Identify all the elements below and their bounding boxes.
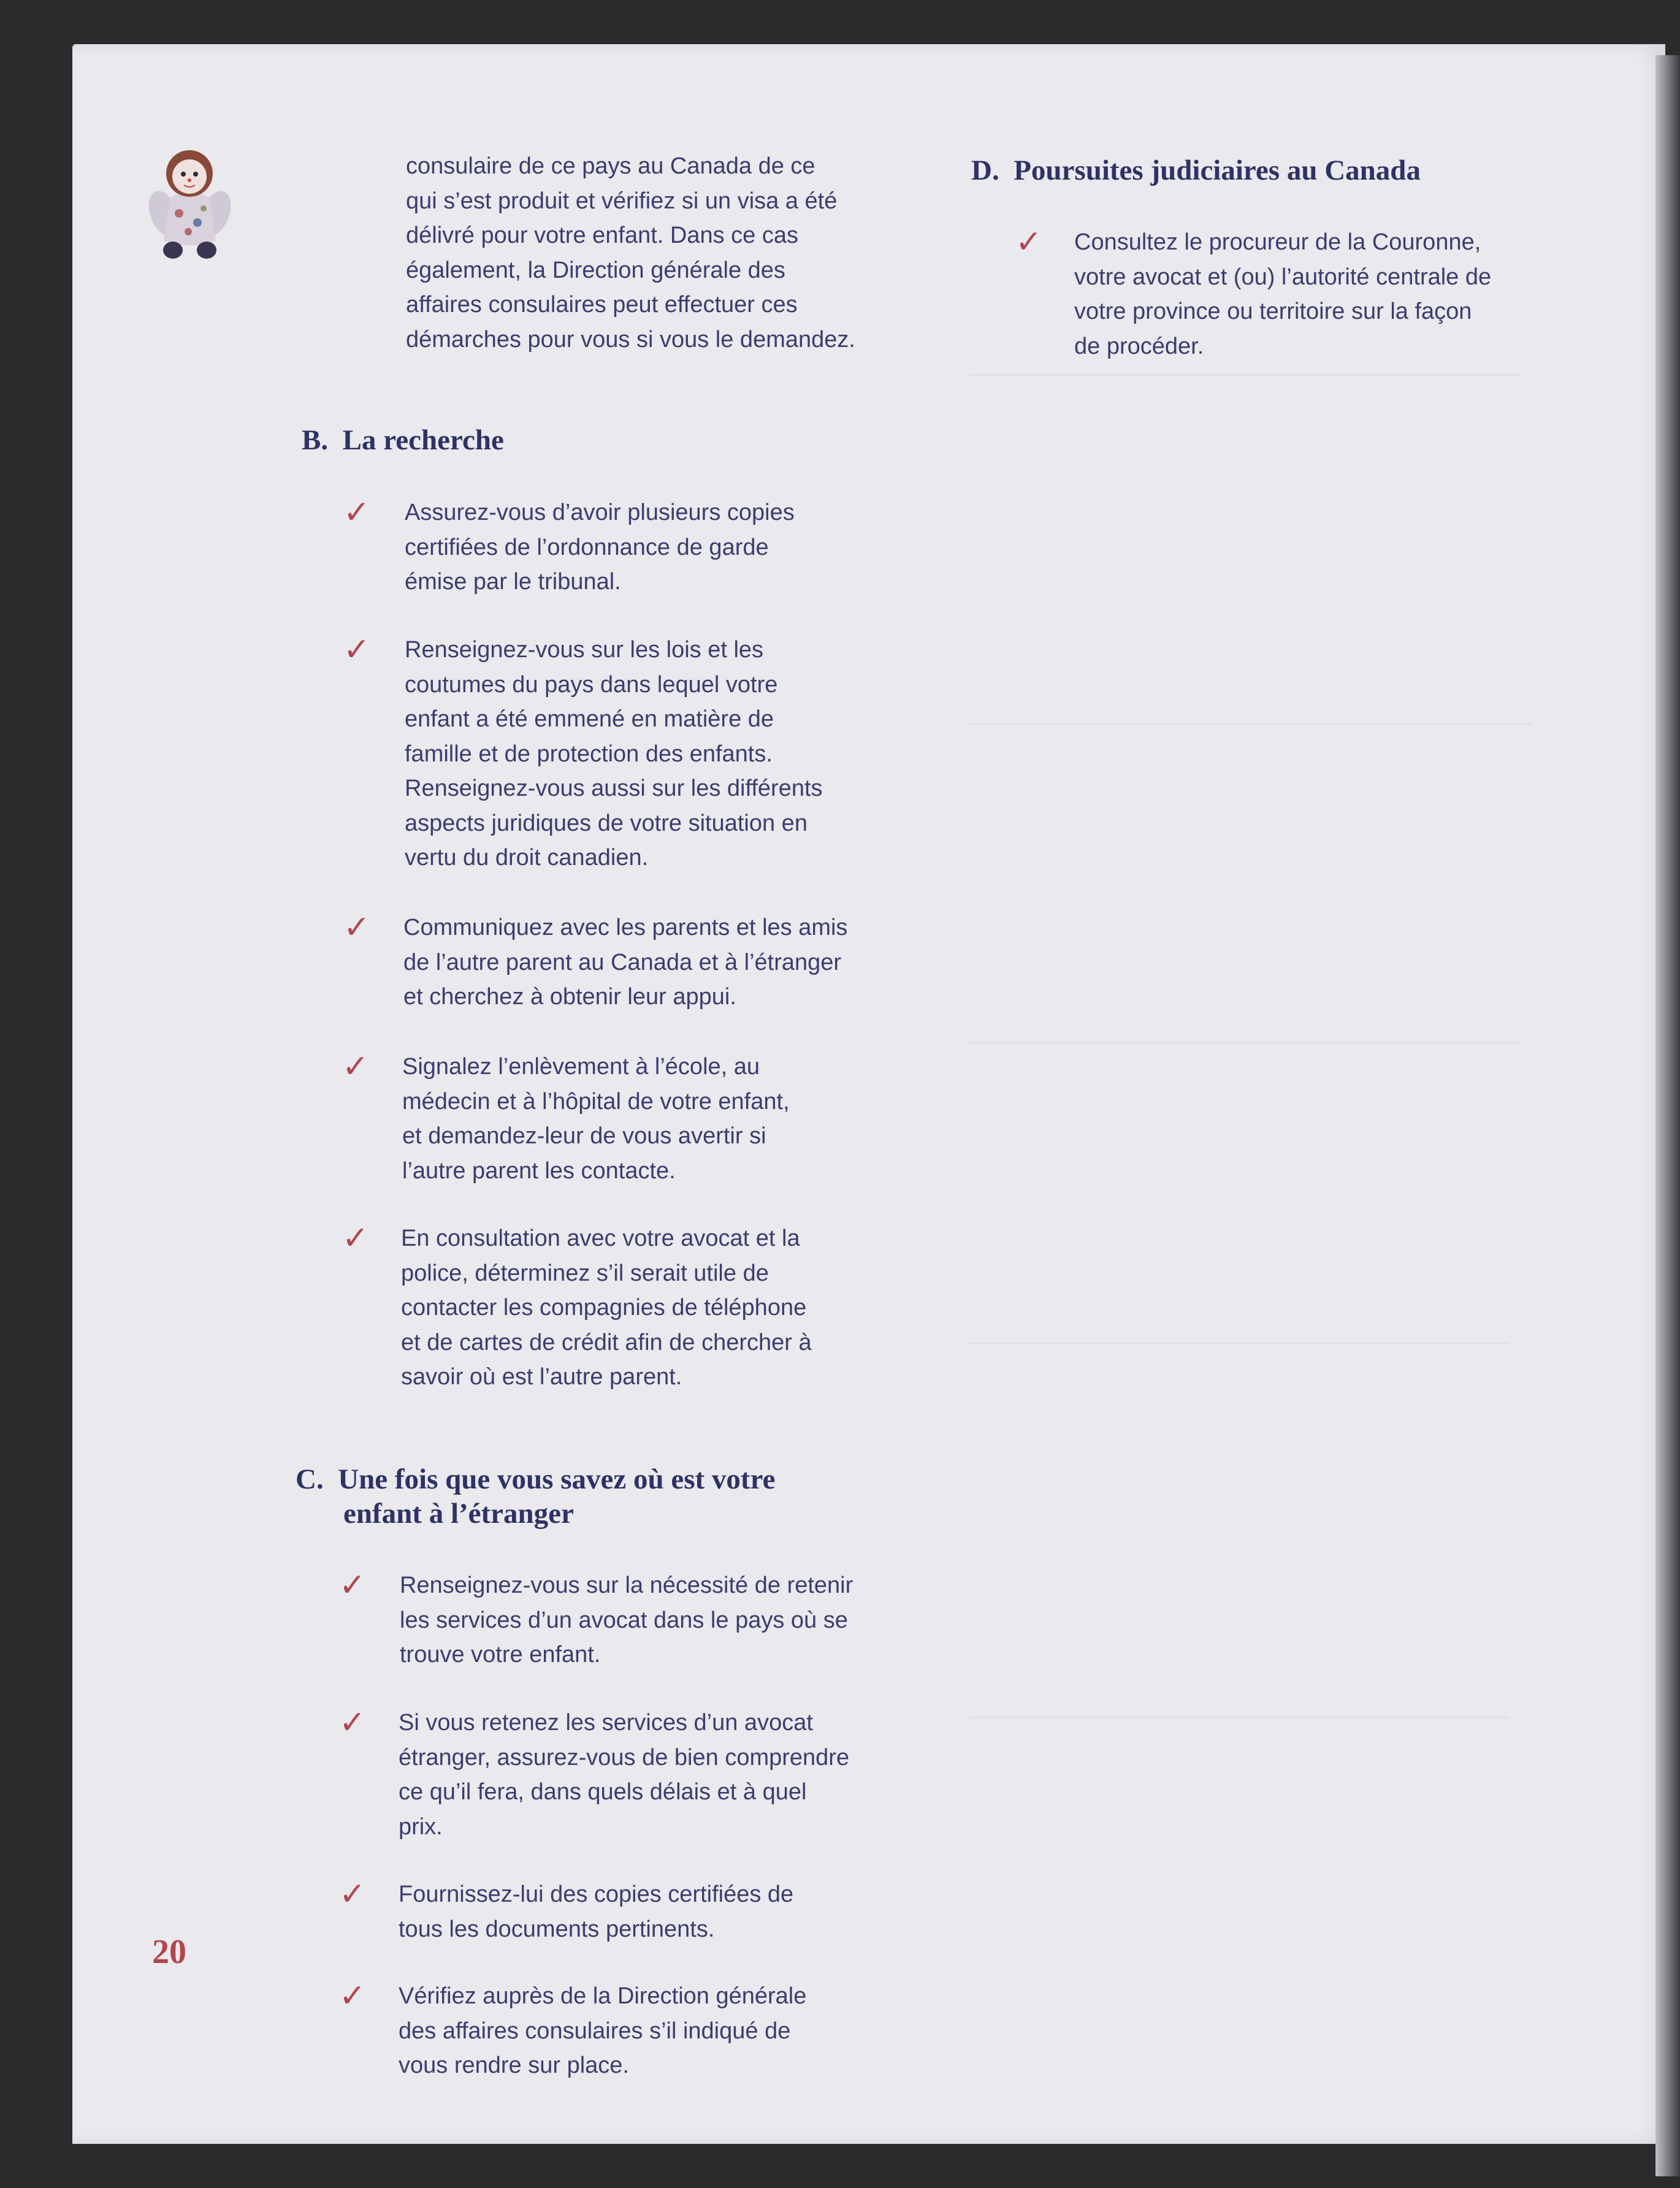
text-line: affaires consulaires peut effectuer ces [406, 292, 798, 318]
list-item [399, 1979, 889, 2083]
show-through [969, 723, 1533, 725]
text-line: votre avocat et (ou) l’autorité centrale de [1074, 264, 1492, 290]
show-through [969, 1042, 1521, 1044]
text-line: de procéder. [1074, 333, 1204, 359]
section-d-heading [971, 153, 1421, 188]
section-title: La recherche [342, 424, 504, 456]
text-line: ce qu’il fera, dans quels délais et à quel [399, 1779, 807, 1805]
text-line: qui s’est produit et vérifiez si un visa a été [406, 188, 838, 214]
show-through [969, 374, 1521, 376]
text-line: délivré pour votre enfant. Dans ce cas [406, 223, 799, 248]
text-line: tous les documents pertinents. [399, 1916, 715, 1942]
list-item [399, 1706, 901, 1844]
section-c-heading [296, 1462, 775, 1531]
text-line: et de cartes de crédit afin de chercher à [401, 1329, 812, 1355]
text-line: coutumes du pays dans lequel votre [405, 671, 778, 698]
text-line: également, la Direction générale des [406, 257, 785, 283]
section-letter: D. [971, 154, 999, 186]
text-line: médecin et à l’hôpital de votre enfant, [402, 1088, 790, 1115]
section-title: Une fois que vous savez où est votre [338, 1463, 776, 1495]
text-line: contacter les compagnies de téléphone [401, 1295, 807, 1321]
text-line: trouve votre enfant. [400, 1642, 601, 1668]
text-line: les services d’un avocat dans le pays où se [400, 1607, 848, 1633]
list-item [401, 1221, 892, 1395]
text-line: étranger, assurez-vous de bien comprendre [399, 1744, 850, 1771]
text-line: prix. [399, 1813, 443, 1840]
text-line: famille et de protection des enfants. [405, 741, 773, 767]
text-line: vertu du droit canadien. [405, 845, 649, 871]
text-line: Renseignez-vous aussi sur les différents [405, 776, 823, 801]
text-line: Signalez l’enlèvement à l’école, au [402, 1054, 760, 1080]
text-line: certifiées de l’ordonnance de garde [405, 534, 769, 560]
text-line: et cherchez à obtenir leur appui. [403, 984, 736, 1010]
text-line: En consultation avec votre avocat et la [401, 1226, 800, 1251]
check-mark-icon: ✓ [342, 1048, 369, 1085]
text-line: vous rendre sur place. [399, 2053, 629, 2078]
text-line: consulaire de ce pays au Canada de ce [406, 153, 815, 179]
list-item [1074, 225, 1577, 364]
text-line: aspects juridiques de votre situation en [405, 810, 808, 836]
text-line: de l’autre parent au Canada et à l’étranger [403, 949, 842, 975]
list-item [403, 910, 900, 1015]
show-through [969, 1343, 1508, 1344]
text-line: démarches pour vous si vous le demandez. [406, 326, 855, 353]
rag-doll-illustration [136, 140, 243, 262]
check-mark-icon: ✓ [339, 1978, 366, 2015]
text-line: police, déterminez s’il serait utile de [401, 1260, 769, 1286]
text-line: savoir où est l’autre parent. [401, 1364, 682, 1390]
list-item [400, 1568, 903, 1672]
list-item [405, 495, 895, 600]
check-mark-icon: ✓ [339, 1876, 366, 1913]
show-through [969, 1717, 1508, 1718]
section-title: enfant à l’étranger [343, 1498, 574, 1530]
text-line: enfant a été emmené en matière de [405, 706, 774, 732]
text-line: Fournissez-lui des copies certifiées de [399, 1881, 794, 1907]
check-mark-icon: ✓ [342, 1220, 369, 1257]
list-item [402, 1050, 893, 1188]
text-line: votre province ou territoire sur la façon [1074, 299, 1472, 324]
check-mark-icon: ✓ [339, 1704, 366, 1741]
check-mark-icon: ✓ [343, 909, 370, 946]
page-number: 20 [152, 1933, 186, 1971]
text-line: Consultez le procureur de la Couronne, [1074, 229, 1481, 255]
text-line: Renseignez-vous sur la nécessité de retenir [400, 1572, 853, 1598]
page-edge [1655, 55, 1680, 2176]
section-letter: B. [302, 424, 329, 456]
check-mark-icon: ✓ [1015, 224, 1042, 261]
intro-paragraph [406, 149, 896, 357]
list-item [405, 633, 895, 875]
text-line: l’autre parent les contacte. [402, 1157, 676, 1184]
list-item [399, 1877, 889, 1946]
text-line: Assurez-vous d’avoir plusieurs copies [405, 500, 795, 525]
text-line: émise par le tribunal. [405, 569, 621, 595]
check-mark-icon: ✓ [343, 631, 370, 668]
check-mark-icon: ✓ [343, 494, 370, 531]
text-line: Renseignez-vous sur les lois et les [405, 637, 764, 663]
section-letter: C. [296, 1463, 324, 1495]
text-line: Communiquez avec les parents et les amis [403, 915, 848, 940]
text-line: des affaires consulaires s’il indiqué de [399, 2018, 791, 2044]
section-b-heading [302, 423, 504, 457]
text-line: Si vous retenez les services d’un avocat [399, 1710, 813, 1736]
section-title: Poursuites judiciaires au Canada [1014, 154, 1421, 186]
check-mark-icon: ✓ [339, 1567, 366, 1604]
text-line: Vérifiez auprès de la Direction générale [399, 1983, 807, 2009]
text-line: et demandez-leur de vous avertir si [402, 1123, 766, 1149]
